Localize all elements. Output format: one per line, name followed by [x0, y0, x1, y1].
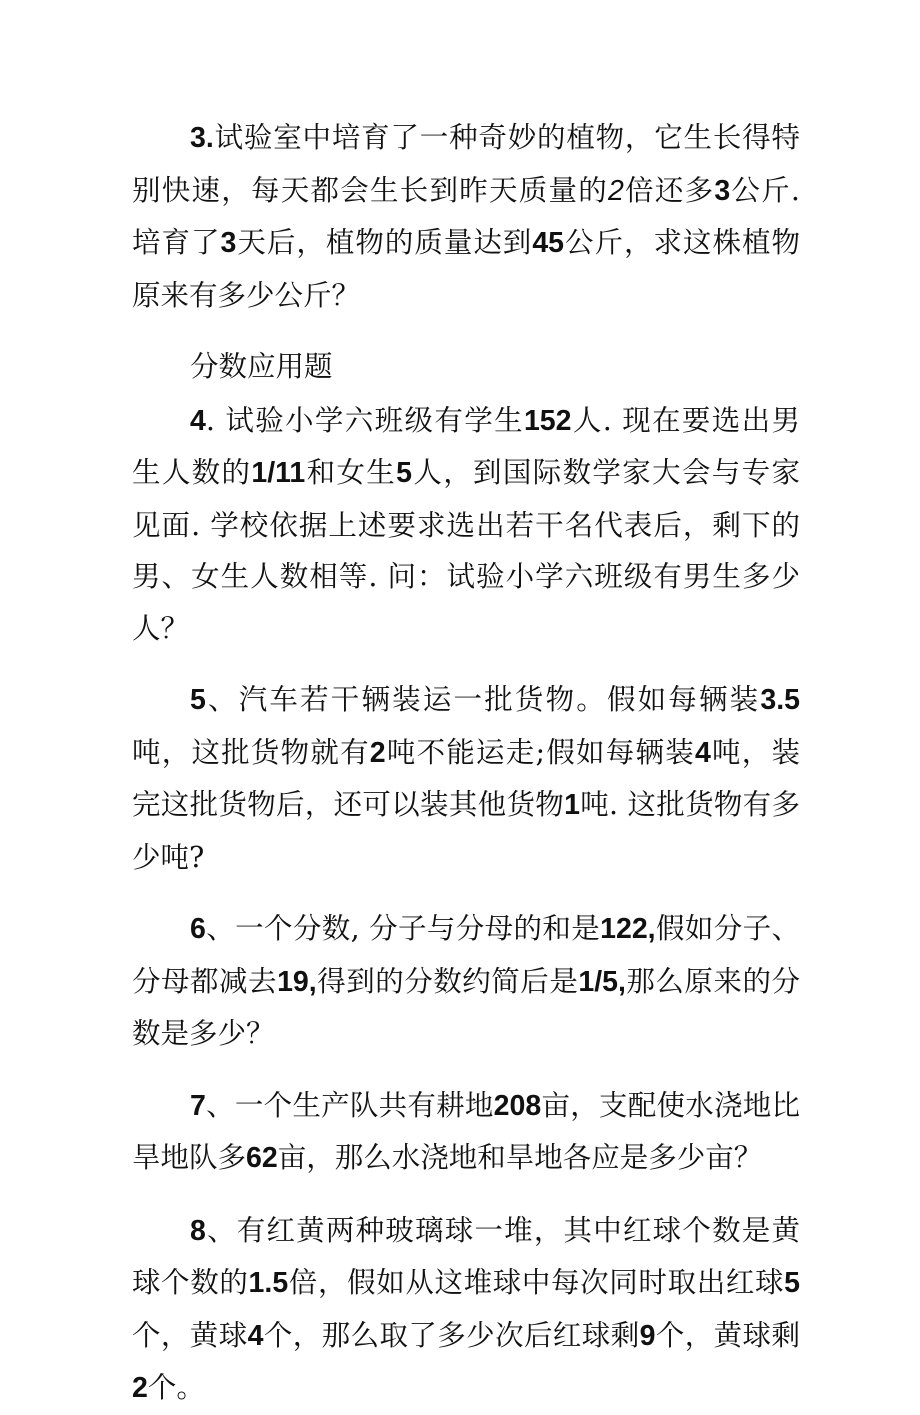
- bold-number: 62: [246, 1142, 278, 1174]
- bold-number: 3: [220, 227, 237, 259]
- italic-number: 2: [607, 174, 624, 207]
- bold-number: 3.: [190, 122, 214, 154]
- bold-number: 6: [190, 913, 206, 945]
- bold-number: 7: [190, 1089, 206, 1122]
- text-run: 亩，支配使水浇地比旱地队多: [132, 1088, 800, 1174]
- bold-number: 1.5: [248, 1267, 289, 1299]
- bold-number: 5: [784, 1267, 800, 1299]
- problem-7-paragraph: [132, 1080, 800, 1185]
- text-run: 假如分子、分母都减去: [132, 912, 800, 998]
- bold-number: 19,: [277, 965, 317, 998]
- text-run: 吨不能运走;假如每辆装: [385, 735, 695, 769]
- text-run: 那么原来的分数是多少？: [132, 964, 800, 1050]
- problem-6-paragraph: [132, 903, 800, 1060]
- bold-number: 5: [190, 684, 206, 716]
- bold-number: 9: [639, 1319, 656, 1352]
- problem-4-paragraph: [132, 395, 800, 655]
- text-run: 吨. 这批货物有多少吨?: [132, 788, 800, 874]
- bold-number: 5: [396, 457, 413, 489]
- problem-8-paragraph: [132, 1205, 800, 1415]
- text-run: 人，到国际数学家大会与专家见面. 学校依据上述要求选出若干名代表后，剩下的男、女生人数相等. 问：试验小学六班级有男生多少人？: [132, 456, 800, 645]
- text-run: 倍还多: [623, 173, 715, 207]
- text-run: 吨，装完这批货物后，还可以装其他货物: [132, 735, 800, 821]
- bold-number: 2: [369, 736, 386, 769]
- bold-number: 8: [190, 1214, 206, 1247]
- problem-5-paragraph: [132, 674, 800, 883]
- bold-number: 3: [714, 174, 731, 207]
- bold-number: 3.5: [760, 684, 800, 716]
- text-run: 、汽车若干辆装运一批货物。假如每辆装: [205, 683, 761, 716]
- text-run: 分数应用题: [190, 350, 333, 383]
- text-run: 、一个分数, 分子与分母的和是: [205, 912, 601, 945]
- bold-number: 122,: [600, 913, 656, 945]
- text-run: . 试验小学六班级有学生: [205, 403, 524, 437]
- bold-number: 1/11: [251, 457, 306, 489]
- text-run: 天后，植物的质量达到: [236, 226, 533, 259]
- bold-number: 208: [493, 1089, 542, 1122]
- text-run: 、有红黄两种玻璃球一堆，其中红球个数是黄球个数的: [132, 1213, 800, 1299]
- text-run: 公斤，求这株植物原来有多少公斤？: [132, 226, 800, 312]
- text-run: 、一个生产队共有耕地: [205, 1088, 494, 1122]
- text-run: 和女生: [305, 456, 397, 489]
- section-heading-fraction-problems: [132, 341, 800, 393]
- bold-number: 4: [190, 404, 206, 437]
- bold-number: 1/5,: [578, 965, 626, 998]
- text-run: 试验室中培育了一种奇妙的植物，它生长得特别快速，每天都会生长到昨天质量的: [132, 121, 800, 207]
- bold-number: 4: [694, 736, 711, 769]
- text-run: 吨，这批货物就有: [132, 735, 370, 769]
- text-run: 倍，假如从这堆球中每次同时取出红球: [288, 1266, 785, 1299]
- text-run: 个。: [147, 1371, 205, 1404]
- problem-3-paragraph: [132, 112, 800, 321]
- text-run: 个，黄球: [132, 1318, 248, 1352]
- bold-number: 1: [564, 789, 580, 821]
- bold-number: 45: [532, 227, 565, 259]
- text-run: 个，那么取了多少次后红球剩: [263, 1318, 640, 1352]
- text-run: 亩，那么水浇地和旱地各应是多少亩？: [277, 1141, 763, 1174]
- text-run: 公斤. 培育了: [132, 173, 800, 259]
- bold-number: 4: [247, 1319, 264, 1352]
- text-run: 个，黄球剩: [655, 1318, 800, 1352]
- bold-number: 152: [523, 404, 572, 437]
- text-run: 得到的分数约简后是: [316, 964, 579, 998]
- bold-number: 2: [132, 1372, 148, 1404]
- text-run: 人. 现在要选出男生人数的: [132, 403, 800, 489]
